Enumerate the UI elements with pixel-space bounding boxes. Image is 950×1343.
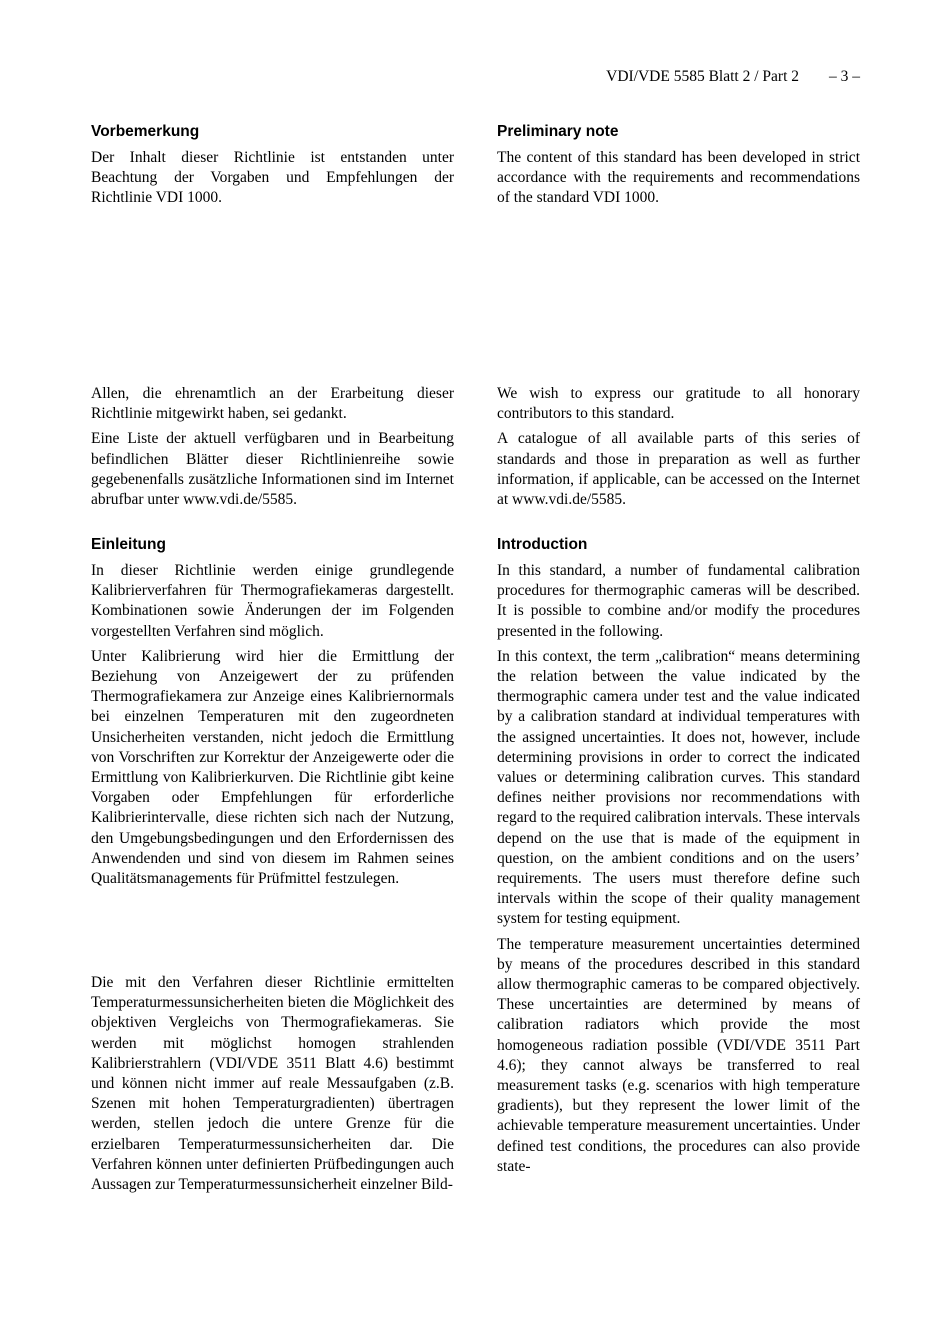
einleitung-section: [91, 535, 454, 894]
vorbemerkung-text: Der Inhalt dieser Richtlinie ist entstanden unter Beachtung der Vorgaben und Empfehlungen der Richtlinie VDI 1000.: [91, 149, 454, 207]
gratitude-text: We wish to express our gratitude to all honorary contributors to this standard.: [497, 385, 860, 423]
gratitude-section: [497, 384, 860, 515]
document-id: VDI/VDE 5585 Blatt 2 / Part 2: [606, 68, 799, 85]
einleitung-section-cont: [91, 973, 454, 1200]
einleitung-paragraph-3: Die mit den Verfahren dieser Richtlinie ermittelten Temperaturmessunsicherheiten bieten die Möglichkeit des objektiven Vergleichs von Thermografiekameras. Sie werden mit möglichst homogen strahlenden Kalibrierstrahlern (VDI/VDE 3511 Blatt 4.6) bestimmt und können nicht immer auf reale Messaufgaben (z.B. Szenen mit hohen Temperaturgradienten) übertragen werden, stellen jedoch die untere Grenze für die erzielbaren Temperaturmessunsicherheiten dar. Die Verfahren können unter definierten Prüfbedingungen auch Aussagen zur Temperaturmessunsicherheit einzelner Bild-: [91, 974, 454, 1194]
vorbemerkung-heading: Vorbemerkung: [91, 123, 200, 140]
einleitung-heading: Einleitung: [91, 536, 166, 553]
einleitung-paragraph-2: Unter Kalibrierung wird hier die Ermittlung der Beziehung von Anzeigewert der zu prüfenden Thermografiekamera zur Anzeige eines Kalibriernormals bei einzelnen Temperaturen mit den zugeordneten Unsicherheiten verstanden, nicht jedoch die Ermittlung von Vorschriften zur Korrektur der Anzeigewerte oder die Ermittlung von Kalibrierkurven. Die Richtlinie gibt keine Vorgaben oder Empfehlungen für erforderliche Kalibrierintervalle, diese richten sich nach der Nutzung, den Umgebungsbedingungen und den Erfordernissen des Anwendenden und sind von diesem im Rahmen seines Qualitätsmanagements für Prüfmittel festzulegen.: [91, 647, 454, 888]
preliminary-section: [497, 122, 860, 214]
introduction-paragraph-3: The temperature measurement uncertainties determined by means of the procedures described in this standard allow thermographic cameras to be compared objectively. These uncertainties are determined by means of calibration radiators which provide the most homogeneous radiation possible (VDI/VDE 3511 Part 4.6); they cannot always be transferred to real measurement tasks (e.g. scenarios with high temperature gradients), but they represent the lower limit of the achievable temperature measurement uncertainties. Under defined test conditions, the procedures can also provide state-: [497, 935, 860, 1175]
page-number: – 3 –: [829, 68, 860, 85]
vorbemerkung-section: [91, 122, 454, 214]
introduction-section: [497, 535, 860, 1182]
einleitung-paragraph-1: In dieser Richtlinie werden einige grundlegende Kalibrierverfahren für Thermografiekameras dargestellt. Kombinationen sowie Änderungen der im Folgenden vorgestellten Verfahren sind möglich.: [91, 562, 454, 640]
preliminary-heading: Preliminary note: [497, 123, 619, 140]
introduction-heading: Introduction: [497, 536, 588, 553]
dank-text: Allen, die ehrenamtlich an der Erarbeitung dieser Richtlinie mitgewirkt haben, sei gedankt.: [91, 385, 454, 423]
introduction-paragraph-1: In this standard, a number of fundamental calibration procedures for thermographic cameras will be described. It is possible to combine and/or modify the procedures presented in the following.: [497, 562, 860, 640]
liste-text: Eine Liste der aktuell verfügbaren und in Bearbeitung befindlichen Blätter dieser Richtlinienreihe sowie gegebenenfalls zusätzliche Informationen sind im Internet abrufbar unter www.vdi.de/5585.: [91, 430, 454, 509]
introduction-paragraph-2: In this context, the term „calibration“ means determining the relation between the value indicated by the thermographic camera under test and the value indicated by a calibration standard at individual temperatures with the assigned uncertainties. It does not, however, include determining provisions in order to correct the indicated values or determining calibration curves. This standard defines neither provisions nor recommendations with regard to the required calibration intervals. These intervals depend on the use that is made of the equipment in question, on the ambient conditions and on the users’ requirements. The users must therefore define such intervals within the scope of their quality management system for testing equipment.: [497, 647, 860, 928]
dank-section: [91, 384, 454, 515]
preliminary-text: The content of this standard has been developed in strict accordance with the requirements and recommendations of the standard VDI 1000.: [497, 149, 860, 207]
page-header: [0, 68, 860, 86]
catalogue-text: A catalogue of all available parts of this series of standards and those in preparation as well as further information, if applicable, can be accessed on the Internet at www.vdi.de/5585.: [497, 430, 860, 509]
